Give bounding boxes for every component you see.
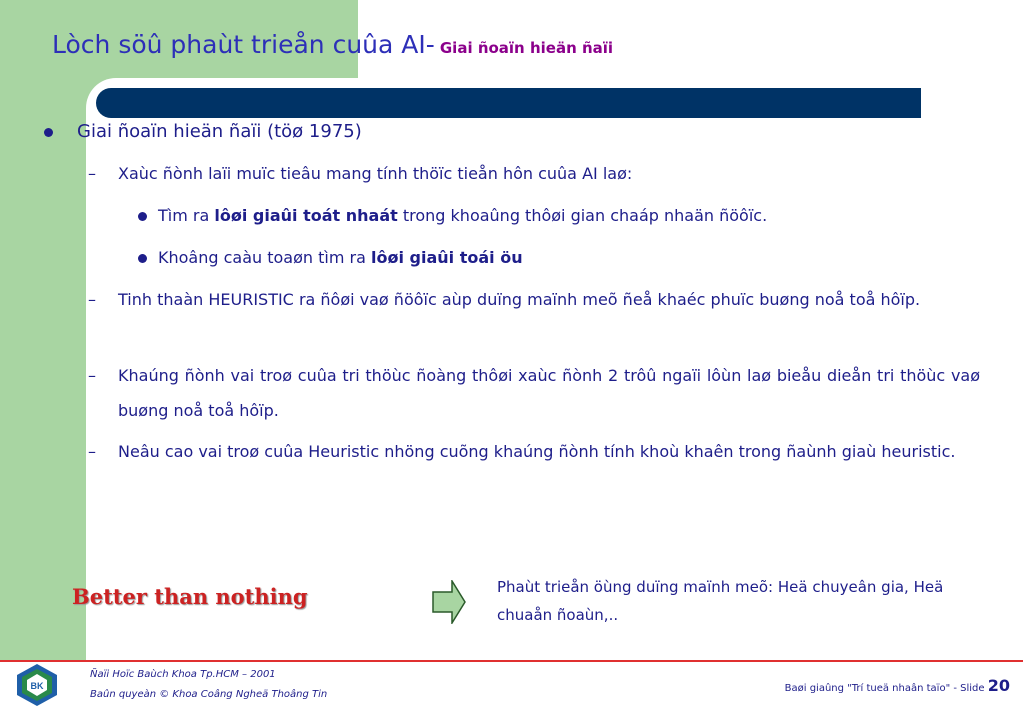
footer-divider	[0, 660, 1023, 662]
slide-number: 20	[987, 676, 1010, 695]
svg-text:BK: BK	[30, 681, 44, 691]
title-main: Lòch söû phaùt trieån cuûa AI-	[52, 30, 435, 59]
bk-logo-icon	[14, 663, 60, 707]
footer-left: Ñaïi Hoïc Baùch Khoa Tp.HCM – 2001 Baûn quyeàn © Khoa Coâng Ngheä Thoâng Tin	[90, 669, 328, 700]
footer-right: Baøi giaûng "Trí tueä nhaân taïo" - Slide 20	[784, 676, 1010, 695]
bullet-dot	[44, 128, 53, 137]
title-sub: Giai ñoaïn hieän ñaïi	[439, 39, 614, 57]
title-navy-bar	[96, 88, 921, 118]
better-than-nothing-label: Better than nothing	[72, 584, 308, 609]
application-note: Phaùt trieån öùng duïng maïnh meõ: Heä chuyeân gia, Heä chuaån ñoaùn,..	[497, 578, 944, 624]
right-arrow-icon	[432, 580, 466, 624]
left-green-strip	[0, 0, 86, 660]
slide-title	[52, 30, 613, 59]
